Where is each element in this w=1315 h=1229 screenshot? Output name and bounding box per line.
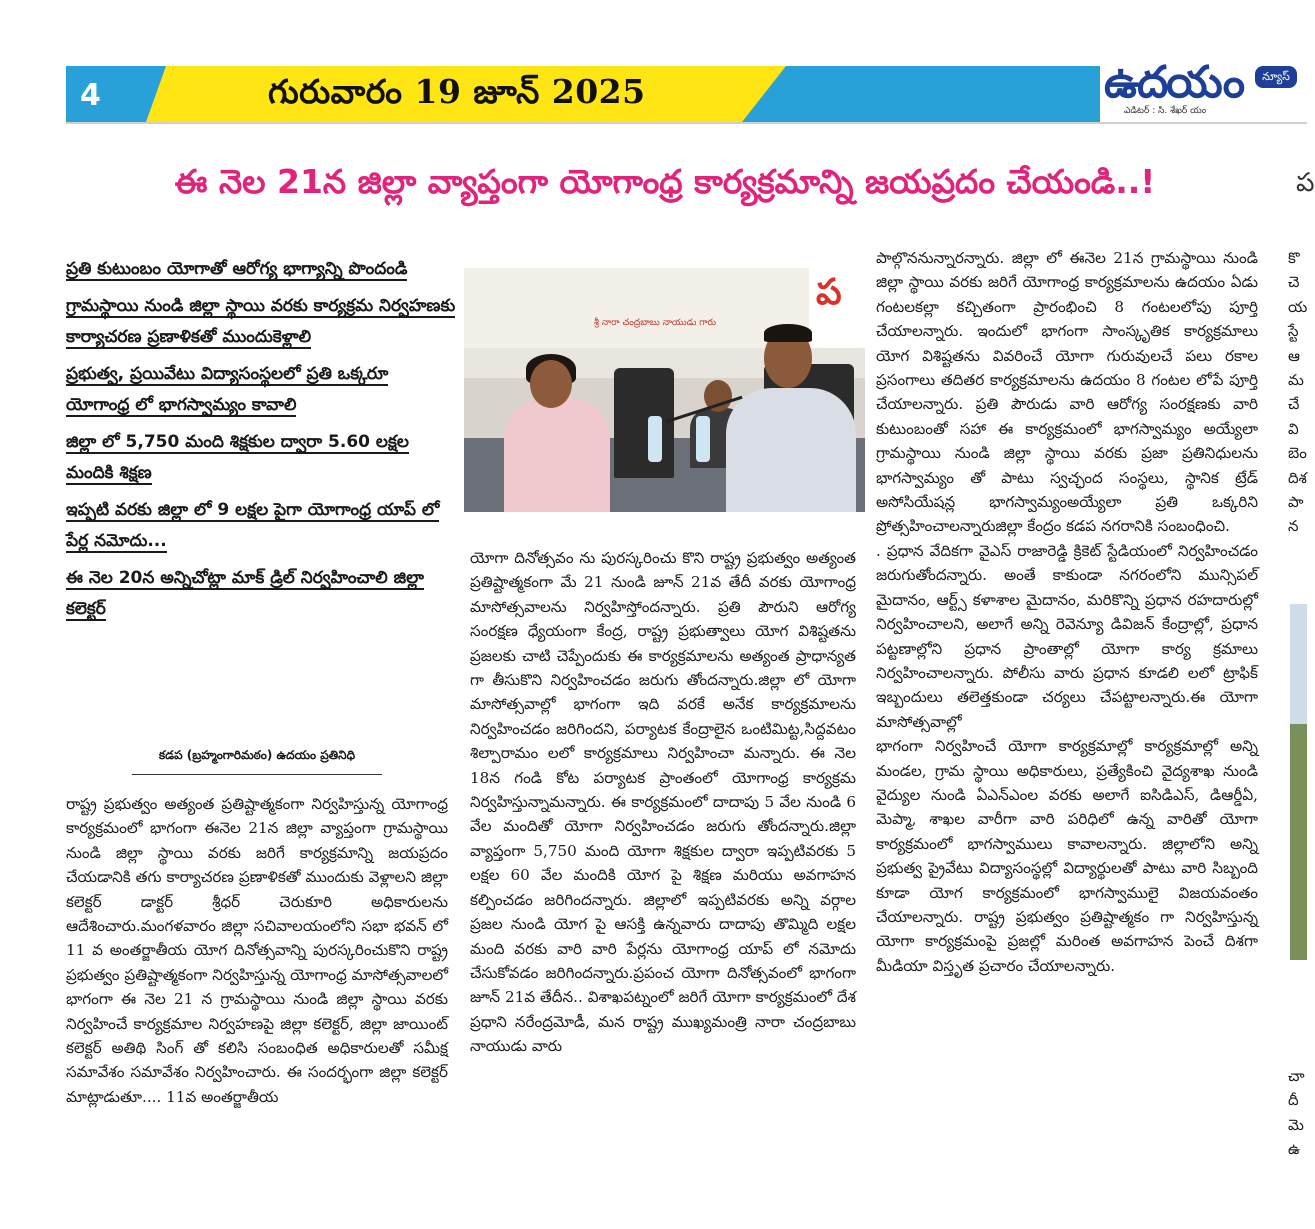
adjacent-article-fragment bbox=[1288, 246, 1307, 576]
highlight-item: గ్రామస్థాయి నుండి జిల్లా స్థాయి వరకు కార్యక్రమ నిర్వహణకు కార్యాచరణ ప్రణాళికతో ముందుకెళ్లాలి bbox=[66, 296, 456, 347]
fragment-line: చె bbox=[1288, 273, 1300, 292]
fragment-line: వి bbox=[1288, 419, 1299, 438]
photo-banner-caption: శ్రీ నారా చంద్రబాబు నాయుడు గారు bbox=[594, 318, 717, 328]
person-woman bbox=[504, 398, 610, 512]
adjacent-photo-fragment bbox=[1290, 604, 1307, 960]
article-paragraph: . ప్రధాన వేదికగా వైఎస్ రాజారెడ్డి క్రికెట్ స్టేడియంలో నిర్వహించడం జరుగుతోందన్నారు. అంతే కాకుండా నగరంలోని మున్సిపల్ మైదానం, ఆర్ట్స్ కళాశాల మైదానం, మరికొన్ని ప్రధాన రహదారుల్లో నిర్వహించాలని, అలాగే అన్ని రెవెన్యూ డివిజన్ కేంద్రాల్లో, ప్రధాన పట్టణాల్లోని ప్రధాన ప్రాంతాల్లో యోగా కార్య క్రమాలు నిర్వహించాలన్నారు. పోలీసు వారు ప్రధాన కూడలి లలో ట్రాఫిక్ ఇబ్బందులు తలెత్తకుండా చర్యలు చేపట్టాలన్నారు.ఈ యోగా మాసోత్సవాల్లో bbox=[876, 541, 1258, 731]
fragment-line: ఉ bbox=[1288, 1140, 1300, 1159]
logo-badge: న్యూస్ bbox=[1255, 66, 1297, 88]
highlights-list bbox=[66, 254, 456, 631]
fragment-line: ఆ bbox=[1288, 346, 1300, 365]
fragment-line: మ bbox=[1288, 371, 1304, 390]
clipped-edge-glyph: ప bbox=[1296, 168, 1315, 198]
highlight-item: ఈ నెల 20న అన్నిచోట్లా మాక్ డ్రిల్ నిర్వహించాలి జిల్లా కలెక్టర్ bbox=[66, 568, 424, 619]
water-bottle bbox=[696, 416, 710, 462]
fragment-line: పా bbox=[1288, 493, 1304, 512]
meeting-photo bbox=[464, 268, 865, 512]
fragment-line: స్టే bbox=[1288, 322, 1299, 341]
article-column-right bbox=[876, 246, 1258, 1194]
page-number: 4 bbox=[80, 78, 101, 113]
person-collector bbox=[726, 388, 856, 512]
article-paragraph: పాల్గొననున్నారన్నారు. జిల్లా లో ఈనెల 21న గ్రామస్థాయి నుండి జిల్లా స్థాయి వరకు జరిగే యోగాంధ్ర కార్యక్రమాలను ఉదయం ఏడు గంటలకల్లా కచ్చితంగా ప్రారంభించి 8 గంటలలోపు పూర్తి చేయాలన్నారు. ఇందులో భాగంగా సాంస్కృతిక కార్యక్రమాలు యోగ విశిష్టతను వివరించే యోగా గురువులచే పలు రకాల ప్రసంగాలు తదితర కార్యక్రమాలను ఉదయం 8 గంటల లోపే పూర్తి చేయాలన్నారు. ప్రతి పౌరుడు వారి ఆరోగ్య సంరక్షణకు వారి కుటుంబంతో సహా ఈ కార్యక్రమంలో భాగస్వామ్యం అయ్యేలా గ్రామస్థాయి నుండి జిల్లా స్థాయి వరకు ప్రజా ప్రతినిధులను భాగస్వామ్యం తో పాటు స్వచ్ఛంద సంస్థలు, స్థానిక ట్రేడ్ అసోసియేషన్ల భాగస్వామ్యంఅయ్యేలా ప్రతి ఒక్కరిని ప్రోత్సహించాలన్నారుజిల్లా కేంద్రం కడప నగరానికి సంబంధించి. bbox=[876, 249, 1258, 536]
fragment-line: న bbox=[1288, 517, 1299, 536]
masthead-rule bbox=[66, 122, 1307, 124]
fragment-line: దీ bbox=[1288, 1091, 1299, 1110]
highlight-item: జిల్లా లో 5,750 మంది శిక్షకుల ద్వారా 5.60 లక్షల మందికి శిక్షణ bbox=[66, 432, 409, 483]
byline: కడప (బ్రహ్మంగారిమఠం) ఉదయం ప్రతినిధి bbox=[132, 746, 382, 775]
fragment-line: య bbox=[1288, 297, 1308, 316]
chair bbox=[614, 368, 674, 478]
article-column-left bbox=[66, 792, 448, 1194]
article-paragraph: భాగంగా నిర్వహించే యోగా కార్యక్రమాల్లో కార్యక్రమాల్లో అన్ని మండల, గ్రామ స్థాయి అధికారులు, ప్రత్యేకించి వైద్యశాఖ నుండి వైద్యుల నుండి ఏఎన్ఎంల వరకు అలాగే ఐసిడిఎస్, డిఆర్డీఏ, మెప్మా, శాఖల వారీగా వారి పరిధిలో ఉన్న వారితో యోగా కార్యక్రమంలో భాగస్వాములు కావాలన్నారు. జిల్లాలోని అన్ని ప్రభుత్వ ప్రైవేటు విద్యాసంస్థల్లో విద్యార్థులతో పాటు వారి సిబ్బంది కూడా యోగ కార్యక్రమంలో భాగస్వాములై విజయవంతం చేయాలన్నారు. రాష్ట్ర ప్రభుత్వం ప్రతిష్టాత్మకం గా నిర్వహిస్తున్న యోగా కార్యక్రమంపై ప్రజల్లో మరింత అవగాహన పెంచే దిశగా మీడియా విస్తృత ప్రచారం చేయాలన్నారు. bbox=[876, 737, 1258, 975]
article-column-middle bbox=[470, 546, 856, 1194]
main-headline: ఈ నెల 21న జిల్లా వ్యాప్తంగా యోగాంధ్ర కార్యక్రమాన్ని జయప్రదం చేయండి..! bbox=[174, 162, 1156, 201]
logo-wordmark: ఉదయం bbox=[1104, 57, 1244, 108]
fragment-line: దిశ bbox=[1288, 468, 1307, 487]
fragment-line: చా bbox=[1288, 1067, 1305, 1085]
adjacent-article-fragment bbox=[1288, 1064, 1307, 1164]
highlight-item: ప్రభుత్వ, ప్రయివేటు విద్యాసంస్థలలో ప్రతి ఒక్కరూ యోగాంధ్ర లో భాగస్వామ్యం కావాలి bbox=[66, 364, 389, 415]
photo-banner-letter: ప bbox=[816, 272, 842, 313]
highlight-item: ఇప్పటి వరకు జిల్లా లో 9 లక్షల పైగా యోగాంధ్ర యాప్ లో పేర్ల నమోదు... bbox=[66, 500, 440, 551]
fragment-line: చే bbox=[1288, 395, 1300, 414]
fragment-line: మె bbox=[1288, 1115, 1304, 1134]
highlight-item: ప్రతి కుటుంబం యోగాతో ఆరోగ్య భాగ్యాన్ని పొందండి bbox=[66, 259, 408, 279]
article-paragraph: రాష్ట్ర ప్రభుత్వం అత్యంత ప్రతిష్టాత్మకంగా నిర్వహిస్తున్న యోగాంధ్ర కార్యక్రమంలో భాగంగా ఈనెల 21న జిల్లా వ్యాప్తంగా గ్రామస్థాయి నుండి జిల్లా స్థాయి వరకు జరిగే కార్యక్రమాన్ని జయప్రదం చేయడానికి తగు కార్యాచరణ ప్రణాళికతో ముందుకు వెళ్లాలని జిల్లా కలెక్టర్ డాక్టర్ శ్రీధర్ చెరుకూరి అధికారులను ఆదేశించారు.మంగళవారం జిల్లా సచివాలయంలోని సభా భవన్ లో 11 వ అంతర్జాతీయ యోగ దినోత్సవాన్ని పురస్కరించుకొని రాష్ట్ర ప్రభుత్వం ప్రతిష్టాత్మకంగా నిర్వహిస్తున్న యోగాంధ్ర మాసోత్సవాలలో భాగంగా ఈ నెల 21 న గ్రామస్థాయి నుండి జిల్లా స్థాయి వరకు నిర్వహించే కార్యక్రమాల నిర్వహణపై జిల్లా కలెక్టర్, జిల్లా జాయింట్ కలెక్టర్ అతిథి సింగ్ తో కలిసి సంబంధిత అధికారులతో సమీక్ష సమావేశం సమావేశం నిర్వహించారు. ఈ సందర్భంగా జిల్లా కలెక్టర్ మాట్లాడుతూ.... 11వ అంతర్జాతీయ bbox=[66, 795, 448, 1106]
article-paragraph: యోగా దినోత్సవం ను పురస్కరించు కొని రాష్ట్ర ప్రభుత్వం అత్యంత ప్రతిష్టాత్మకంగా మే 21 నుండి జూన్ 21వ తేదీ వరకు యోగాంధ్ర మాసోత్సవాలను నిర్వహిస్తోందన్నారు. ప్రతి పౌరుని ఆరోగ్య సంరక్షణ ధ్యేయంగా కేంద్ర, రాష్ట్ర ప్రభుత్వాలు యోగ విశిష్టతను ప్రజలకు చాటి చెప్పేందుకు ఈ కార్యక్రమాలను అత్యంత ప్రాధాన్యత గా తీసుకొని నిర్వహించడం జరుగు తోందన్నారు.జిల్లా లో యోగా మాసోత్సవాల్లో భాగంగా ఇది వరకే అనేక కార్యక్రమాలను నిర్వహించడం జరిగిందని, పర్యాటక కేంద్రాలైన ఒంటిమిట్ట,సిద్దవటం శిల్పారామం లలో కార్యక్రమాలు నిర్వహించా మన్నారు. ఈ నెల 18న గండి కోట పర్యాటక ప్రాంతంలో యోగాంధ్ర కార్యక్రమ నిర్వహిస్తున్నామన్నారు. ఈ కార్యక్రమంలో దాదాపు 5 వేల నుండి 6 వేల మందితో యోగా నిర్వహించడం జరుగు తోందన్నారు.జిల్లా వ్యాప్తంగా 5,750 మంది యోగా శిక్షకుల ద్వారా ఇప్పటివరకు 5 లక్షల 60 వేల మందికి యోగ పై శిక్షణ మరియు అవగాహన కల్పించడం జరిగిందన్నారు. జిల్లాలో ఇప్పటివరకు అన్ని వర్గాల ప్రజల నుండి యోగ పై ఆసక్తి ఉన్నవారు దాదాపు తొమ్మిది లక్షల మంది వరకు వారి వారి పేర్లను యోగాంధ్ర యాప్ లో నమోదు చేసుకోవడం జరిగిందన్నారు.ప్రపంచ యోగా దినోత్సవంలో భాగంగా జూన్ 21వ తేదీన.. విశాఖపట్నంలో జరిగే యోగా కార్యక్రమంలో దేశ ప్రధాని నరేంద్రమోడీ, మన రాష్ట్ర ముఖ్యమంత్రి నారా చంద్రబాబు నాయుడు వారు bbox=[470, 549, 856, 1056]
issue-date: గురువారం 19 జూన్ 2025 bbox=[268, 72, 646, 111]
fragment-line: బెం bbox=[1288, 444, 1307, 463]
logo-editor-line: ఎడిటర్ : సి. శేఖర్ యం bbox=[1124, 106, 1207, 116]
water-bottle bbox=[648, 416, 662, 462]
masthead bbox=[0, 0, 1307, 130]
fragment-line: కొ bbox=[1288, 249, 1300, 267]
